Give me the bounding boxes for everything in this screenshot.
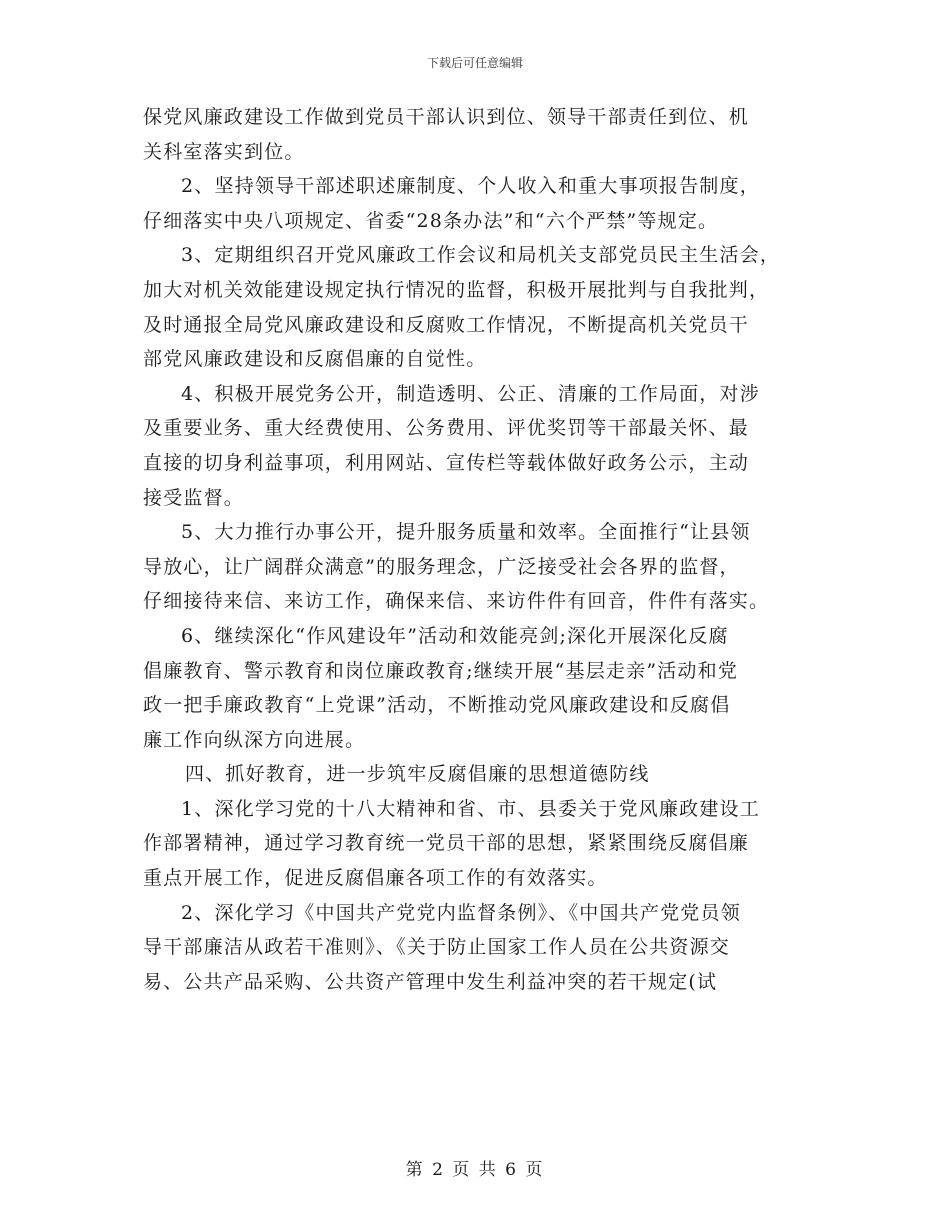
text-line: 保党风廉政建设工作做到党员干部认识到位、领导干部责任到位、机 <box>143 106 750 128</box>
text-line: 作部署精神，通过学习教育统一党员干部的思想，紧紧围绕反腐倡廉 <box>143 832 750 855</box>
text-line: 接受监督。 <box>143 486 245 509</box>
text-line: 6、继续深化“作风建设年”活动和效能亮剑;深化开展深化反腐 <box>181 624 729 647</box>
text-line: 及重要业务、重大经费使用、公务费用、评优奖罚等干部最关怀、最 <box>143 417 750 440</box>
text-line: 2、深化学习《中国共产党党内监督条例》、《中国共产党党员领 <box>181 901 741 924</box>
text-line: 仔细接待来信、来访工作，确保来信、来访件件有回音，件件有落实。 <box>143 590 770 613</box>
text-line: 3、定期组织召开党风廉政工作会议和局机关支部党员民主生活会， <box>181 244 781 267</box>
page-header: 下载后可任意编辑 <box>426 56 523 70</box>
text-line: 仔细落实中央八项规定、省委“28条办法”和“六个严禁”等规定。 <box>143 209 719 232</box>
text-line: 重点开展工作，促进反腐倡廉各项工作的有效落实。 <box>143 867 608 890</box>
text-line: 部党风廉政建设和反腐倡廉的自觉性。 <box>143 348 487 371</box>
text-line: 导干部廉洁从政若干准则》、《关于防止国家工作人员在公共资源交 <box>143 936 731 959</box>
text-line: 倡廉教育、警示教育和岗位廉政教育;继续开展“基层走亲”活动和党 <box>143 659 739 682</box>
text-line: 导放心，让广阔群众满意”的服务理念，广泛接受社会各界的监督， <box>143 555 740 578</box>
text-line: 直接的切身利益事项，利用网站、宣传栏等载体做好政务公示，主动 <box>143 451 750 474</box>
section-heading: 四、抓好教育，进一步筑牢反腐倡廉的思想道德防线 <box>185 763 650 786</box>
document-body <box>143 106 815 1005</box>
text-line: 5、大力推行办事公开，提升服务质量和效率。全面推行“让县领 <box>181 521 751 544</box>
text-line: 1、深化学习党的十八大精神和省、市、县委关于党风廉政建设工 <box>181 797 760 820</box>
text-line: 加大对机关效能建设规定执行情况的监督，积极开展批判与自我批判， <box>143 278 770 301</box>
text-line: 4、积极开展党务公开，制造透明、公正、清廉的工作局面，对涉 <box>181 382 760 405</box>
text-line: 及时通报全局党风廉政建设和反腐败工作情况，不断提高机关党员干 <box>143 313 750 336</box>
text-line: 易、公共产品采购、公共资产管理中发生利益冲突的若干规定(试 <box>143 970 718 993</box>
text-line: 2、坚持领导干部述职述廉制度、个人收入和重大事项报告制度， <box>181 175 760 198</box>
text-line: 关科室落实到位。 <box>143 140 305 163</box>
text-line: 政一把手廉政教育“上党课”活动，不断推动党风廉政建设和反腐倡 <box>143 694 731 717</box>
page-number: 第 2 页 共 6 页 <box>405 1160 545 1180</box>
text-line: 廉工作向纵深方向进展。 <box>143 728 366 751</box>
